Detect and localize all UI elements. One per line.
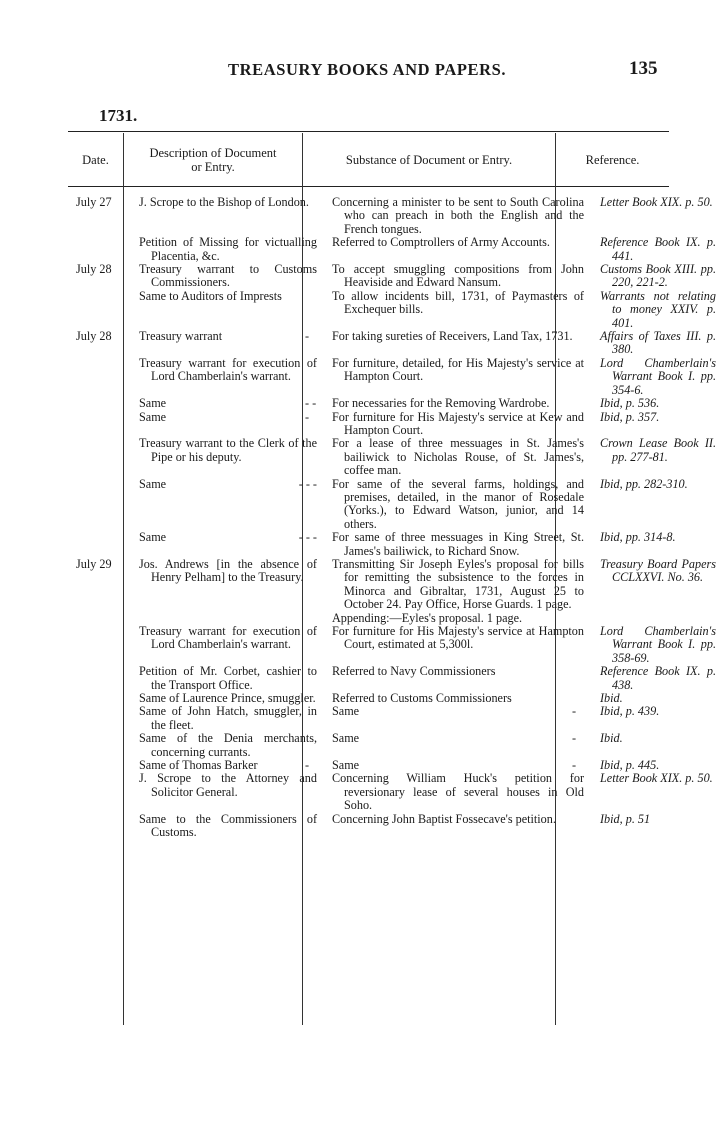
table-row — [68, 759, 720, 772]
entry-description-text: Treasury warrant — [139, 329, 223, 344]
entry-substance — [324, 772, 591, 812]
entry-description — [131, 531, 324, 558]
entry-substance — [324, 478, 591, 532]
leader-dash: - - - — [298, 476, 317, 491]
entry-description-text: J. Scrope to the Bishop of London. — [139, 195, 309, 209]
entry-reference: Letter Book XIX. p. 50. — [600, 771, 713, 786]
entry-description-text: Treasury warrant for execution of Lord Chamberlain's warrant. — [139, 355, 317, 384]
entry-description: Same - - — [139, 396, 317, 411]
entry-date — [68, 357, 131, 397]
entry-reference: Ibid, p. 439. — [600, 704, 660, 719]
entry-description — [131, 813, 324, 840]
entry-substance-text: Same — [332, 758, 360, 773]
entry-date — [68, 411, 131, 438]
column-header-description: Description of Document or Entry. — [149, 145, 277, 174]
entry-substance — [324, 625, 591, 665]
entry-substance-text: For furniture for His Majesty's service at Hampton Court, estimated at 5,300l. — [332, 624, 584, 652]
running-head — [0, 60, 720, 84]
table-row — [68, 357, 720, 397]
entry-description — [131, 437, 324, 477]
entry-date — [68, 813, 131, 840]
table-row — [68, 772, 720, 812]
entry-description-text: Petition of Missing for victualling Placentia, &c. — [139, 235, 317, 263]
table-row — [68, 411, 720, 438]
entry-date: July 27 — [76, 195, 112, 209]
entry-substance-text: For a lease of three messuages in St. James's bailiwick to Nicholas Rouse, of St. James's, coffee man. — [332, 436, 584, 478]
entry-date — [68, 732, 131, 759]
entry-description — [131, 558, 324, 625]
entry-description — [131, 625, 324, 665]
entry-description — [131, 665, 324, 692]
table-row — [68, 692, 720, 705]
entry-date — [68, 625, 131, 665]
table-row — [68, 478, 720, 532]
entry-substance-text: For same of three messuages in King Street, St. James's bailiwick, to Richard Snow. — [332, 530, 584, 558]
entry-substance: Same - — [332, 758, 577, 773]
entry-substance-text: To allow incidents bill, 1731, of Paymasters of Exchequer bills. — [332, 288, 584, 317]
entry-description: Same - — [139, 409, 310, 424]
entry-description-text: Jos. Andrews [in the absence of Henry Pelham] to the Treasury. — [139, 556, 317, 585]
entry-reference: Ibid, pp. 282-310. — [600, 476, 688, 491]
entry-description — [131, 357, 324, 397]
header-rule — [68, 186, 669, 187]
entry-substance — [324, 411, 591, 438]
entry-substance — [324, 236, 591, 263]
entry-description-text: Same of Laurence Prince, smuggler. — [139, 691, 316, 706]
entry-substance — [324, 558, 591, 625]
entry-description — [131, 290, 324, 330]
entry-description — [131, 692, 324, 705]
table-row — [68, 665, 720, 692]
column-header-reference: Reference. — [585, 152, 640, 167]
entry-description-text: Same — [139, 530, 167, 545]
entry-substance — [324, 196, 591, 236]
entry-substance-text: Concerning a minister to be sent to South Carolina who can preach in both the English and the French tongues. — [332, 195, 584, 236]
entry-substance-text: Same — [332, 731, 360, 746]
entry-substance-text: For taking sureties of Receivers, Land Tax, 1731. — [332, 329, 573, 344]
entry-date — [68, 478, 131, 532]
entry-description — [131, 236, 324, 263]
entry-substance-text: Transmitting Sir Joseph Eyles's proposal for bills for remitting the subsistence to the forces in Minorca and Gibraltar, 1731, August 25 to October 24. Pay Office, Horse Guards. 1 page. — [332, 556, 584, 612]
entry-reference: Ibid. — [600, 691, 623, 706]
entry-substance — [324, 397, 591, 410]
entry-description-text: Same — [139, 476, 167, 491]
table-row — [68, 558, 720, 625]
entry-substance-text: For furniture for His Majesty's service at Kew and Hampton Court. — [332, 409, 584, 437]
entry-date: July 28 — [76, 262, 112, 277]
entries-table — [68, 196, 720, 840]
entry-description — [131, 705, 324, 732]
table-row — [68, 437, 720, 477]
entry-description-text: J. Scrope to the Attorney and Solicitor General. — [139, 771, 317, 799]
table-row — [68, 625, 720, 665]
entry-substance — [324, 290, 591, 330]
entry-description-text: Same — [139, 409, 167, 424]
entry-reference: Crown Lease Book II. pp. 277-81. — [600, 436, 716, 464]
entry-description-text: Same to the Commissioners of Customs. — [139, 811, 317, 840]
entry-reference: Reference Book IX. p. 438. — [600, 664, 716, 692]
entry-description-text: Treasury warrant to the Clerk of the Pipe or his deputy. — [139, 436, 317, 464]
entry-substance-text: Referred to Comptrollers of Army Accounts. — [332, 235, 550, 250]
entry-substance — [324, 330, 591, 357]
column-header-substance: Substance of Document or Entry. — [345, 152, 513, 167]
entry-substance — [324, 357, 591, 397]
table-row — [68, 531, 720, 558]
entry-reference: Ibid, p. 357. — [600, 409, 660, 424]
leader-dash: - - - — [298, 530, 317, 545]
table-row — [68, 196, 720, 236]
entry-substance-text: Concerning William Huck's petition for reversionary lease of several houses in Old Soho. — [332, 771, 584, 813]
entry-date — [68, 397, 131, 410]
table-row — [68, 263, 720, 290]
entry-substance — [324, 263, 591, 290]
table-row — [68, 397, 720, 410]
entry-reference: Treasury Board Papers CCLXXVI. No. 36. — [600, 556, 716, 585]
table-row — [68, 705, 720, 732]
entry-date — [68, 692, 131, 705]
entry-reference: Ibid, p. 536. — [600, 396, 660, 411]
entry-substance-text: Concerning John Baptist Fossecave's petition. — [332, 811, 556, 826]
entry-description-text: Same of John Hatch, smuggler, in the fleet. — [139, 704, 317, 732]
table-row — [68, 236, 720, 263]
entry-description — [131, 772, 324, 812]
table-top-rule — [68, 131, 669, 132]
entry-date — [68, 772, 131, 812]
entry-reference: Ibid, p. 51 — [600, 811, 651, 826]
entry-description — [131, 478, 324, 532]
entry-reference: Lord Chamberlain's Warrant Book I. pp. 358-69. — [600, 624, 716, 665]
entry-substance-text: For furniture, detailed, for His Majesty's service at Hampton Court. — [332, 355, 584, 384]
entry-substance — [324, 437, 591, 477]
year-heading: 1731. — [99, 106, 138, 125]
entry-reference: Warrants not relating to money XXIV. p. 401. — [600, 288, 716, 330]
entry-description-text: Treasury warrant to Customs Commissioners. — [139, 262, 317, 290]
entry-date — [68, 531, 131, 558]
entry-substance-text: For same of the several farms, holdings, and premises, detailed, in the manor of Rosedale (Yorks.), to Edward Watson, junior, and 14 others. — [332, 476, 584, 531]
entry-date — [68, 759, 131, 772]
entry-description — [131, 196, 324, 236]
running-title: TREASURY BOOKS AND PAPERS. — [228, 60, 507, 79]
entry-description: Treasury warrant - — [139, 329, 310, 344]
entry-description-text: Petition of Mr. Corbet, cashier to the Transport Office. — [139, 664, 317, 692]
table-row — [68, 813, 720, 840]
entry-substance-appending: Appending:—Eyles's proposal. 1 page. — [332, 610, 523, 625]
entry-description — [131, 263, 324, 290]
entry-reference: Affairs of Taxes III. p. 380. — [600, 329, 716, 357]
entry-description-text: Same — [139, 396, 167, 411]
page-number: 135 — [629, 58, 658, 79]
entry-date: July 29 — [76, 556, 112, 571]
entry-date — [68, 437, 131, 477]
column-header-date: Date. — [82, 152, 109, 167]
entry-reference: Ibid. — [600, 731, 623, 746]
entry-reference: Reference Book IX. p. 441. — [600, 235, 716, 263]
entry-substance: Same - — [332, 731, 577, 746]
table-row — [68, 732, 720, 759]
entry-substance-text: Referred to Customs Commissioners — [332, 691, 512, 706]
entry-description-text: Same of the Denia merchants, concerning currants. — [139, 731, 317, 759]
entry-description-text: Treasury warrant for execution of Lord Chamberlain's warrant. — [139, 624, 317, 652]
entry-reference: Ibid, pp. 314-8. — [600, 530, 676, 545]
entry-substance — [324, 531, 591, 558]
entry-substance: Same - — [332, 704, 577, 719]
entry-date — [68, 665, 131, 692]
entry-reference: Lord Chamberlain's Warrant Book I. pp. 354-6. — [600, 355, 716, 397]
table-row — [68, 330, 720, 357]
entry-substance — [324, 692, 591, 705]
entry-reference: Letter Book XIX. p. 50. — [600, 195, 713, 209]
entry-date — [68, 705, 131, 732]
entry-substance-text: Referred to Navy Commissioners — [332, 664, 496, 679]
entry-date — [68, 290, 131, 330]
entry-description-text: Same of Thomas Barker — [139, 758, 258, 773]
entry-description — [131, 732, 324, 759]
entry-reference: Ibid, p. 445. — [600, 758, 660, 773]
entry-substance-text: For necessaries for the Removing Wardrobe. — [332, 396, 550, 411]
entry-description-text: Same to Auditors of Imprests — [139, 288, 282, 303]
entry-substance — [324, 665, 591, 692]
entry-substance-text: Same — [332, 704, 360, 719]
table-row — [68, 290, 720, 330]
entry-date — [68, 236, 131, 263]
entry-reference: Customs Book XIII. pp. 220, 221-2. — [600, 262, 716, 290]
entry-substance — [324, 813, 591, 840]
entry-date: July 28 — [76, 329, 112, 344]
entry-description: Same of Thomas Barker - — [139, 758, 310, 773]
entry-substance-text: To accept smuggling compositions from John Heaviside and Edward Nansum. — [332, 262, 584, 290]
